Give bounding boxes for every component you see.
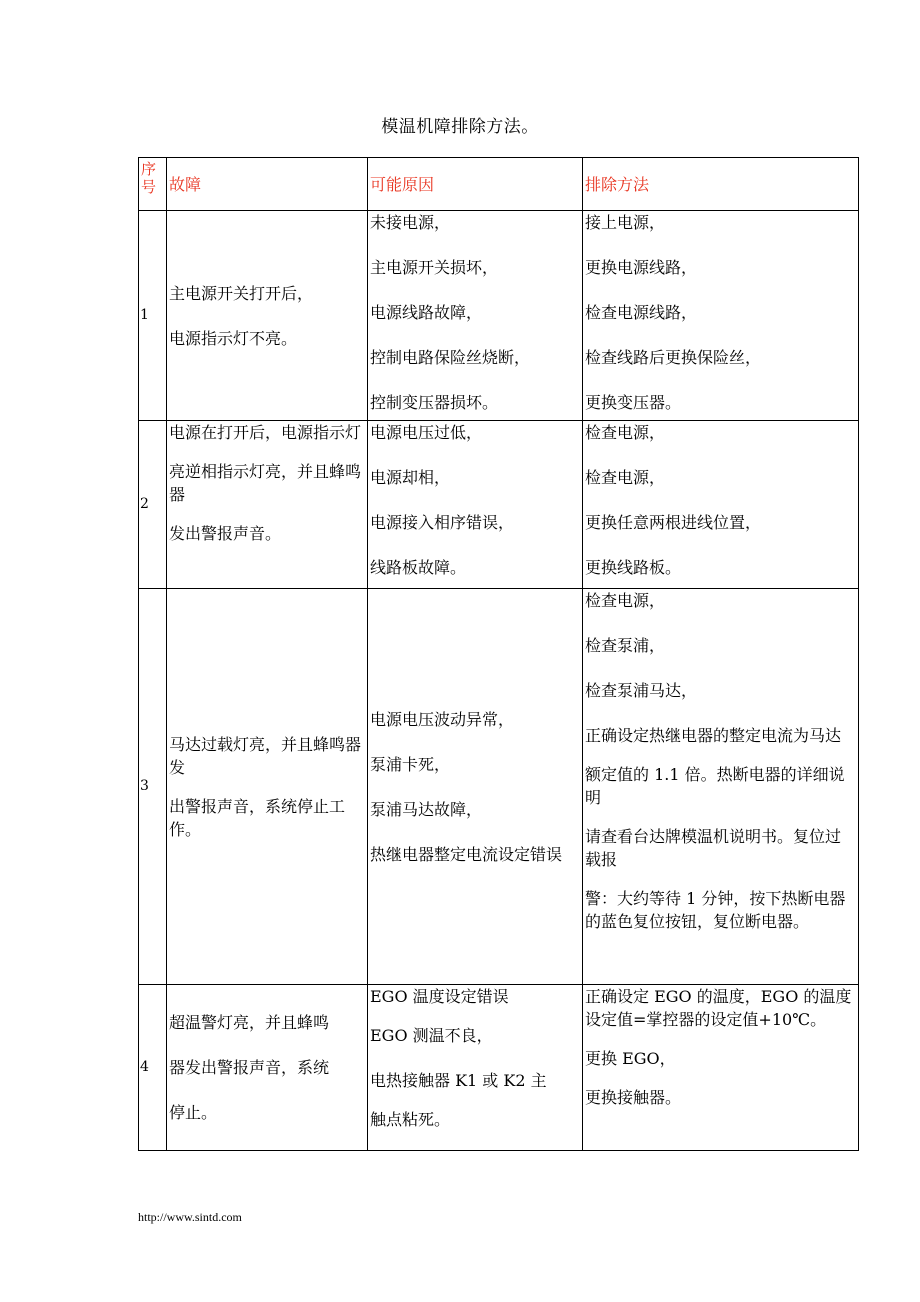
cause-line: EGO 温度设定错误 bbox=[370, 987, 509, 1006]
cause-line: 电源接入相序错误， bbox=[370, 513, 515, 532]
cause-line: 泵浦马达故障， bbox=[370, 799, 483, 819]
solution-line: 检查电源线路， bbox=[585, 303, 698, 322]
row-number: 3 bbox=[139, 589, 167, 985]
cause-line: 泵浦卡死， bbox=[370, 754, 451, 774]
cause-line: 线路板故障。 bbox=[370, 558, 467, 577]
solution-cell bbox=[583, 211, 859, 421]
solution-line: 请查看台达牌模温机说明书。复位过载报 bbox=[585, 827, 842, 869]
solution-line: 检查电源， bbox=[585, 468, 666, 487]
solution-line: 检查泵浦马达， bbox=[585, 681, 698, 700]
header-fault: 故障 bbox=[167, 158, 368, 211]
cause-line: 触点粘死。 bbox=[370, 1110, 451, 1129]
fault-line: 亮逆相指示灯亮，并且蜂鸣器 bbox=[169, 462, 362, 504]
row-number: 2 bbox=[139, 421, 167, 589]
fault-line: 主电源开关打开后， bbox=[169, 283, 314, 303]
cause-line: 电源电压波动异常， bbox=[370, 709, 515, 729]
table-row bbox=[139, 421, 859, 589]
fault-line: 器发出警报声音，系统 bbox=[169, 1058, 330, 1077]
fault-cell bbox=[167, 211, 368, 421]
fault-line: 超温警灯亮，并且蜂鸣 bbox=[169, 1013, 330, 1032]
solution-line: 更换任意两根进线位置， bbox=[585, 513, 762, 532]
fault-cell bbox=[167, 421, 368, 589]
fault-cell bbox=[167, 985, 368, 1151]
table-header-row bbox=[139, 158, 859, 211]
cause-line: 主电源开关损坏， bbox=[370, 258, 499, 277]
header-seq: 序号 bbox=[139, 158, 167, 211]
page-title: 模温机障排除方法。 bbox=[381, 117, 539, 137]
footer-url: http://www.sintd.com bbox=[138, 1210, 242, 1224]
solution-line: 更换线路板。 bbox=[585, 558, 682, 577]
cause-line: 电热接触器 K1 或 K2 主 bbox=[370, 1071, 547, 1090]
cause-line: 电源电压过低， bbox=[370, 423, 483, 442]
cause-cell bbox=[368, 985, 583, 1151]
troubleshooting-table bbox=[138, 157, 859, 1151]
cause-line: 控制电路保险丝烧断， bbox=[370, 348, 531, 367]
header-cause: 可能原因 bbox=[368, 158, 583, 211]
solution-line: 检查电源， bbox=[585, 591, 666, 610]
solution-line: 更换变压器。 bbox=[585, 393, 682, 412]
solution-line: 正确设定 EGO 的温度，EGO 的温度设定值=掌控器的设定值+10℃。 bbox=[585, 987, 852, 1029]
solution-line: 更换接触器。 bbox=[585, 1088, 682, 1107]
table-row bbox=[139, 211, 859, 421]
fault-line: 发出警报声音。 bbox=[169, 524, 282, 543]
cause-line: 电源线路故障， bbox=[370, 303, 483, 322]
solution-line: 检查泵浦， bbox=[585, 636, 666, 655]
table-row bbox=[139, 985, 859, 1151]
fault-line: 电源指示灯不亮。 bbox=[169, 328, 298, 348]
solution-line: 更换电源线路， bbox=[585, 258, 698, 277]
solution-cell bbox=[583, 985, 859, 1151]
solution-line: 警：大约等待 1 分钟，按下热断电器的蓝色复位按钮，复位断电器。 bbox=[585, 889, 846, 931]
cause-line: 热继电器整定电流设定错误 bbox=[370, 844, 563, 864]
fault-line: 马达过载灯亮，并且蜂鸣器发 bbox=[169, 734, 362, 777]
solution-line: 检查电源， bbox=[585, 423, 666, 442]
cause-cell bbox=[368, 421, 583, 589]
solution-cell bbox=[583, 421, 859, 589]
cause-cell bbox=[368, 211, 583, 421]
table-row bbox=[139, 589, 859, 985]
fault-line: 出警报声音，系统停止工作。 bbox=[169, 796, 346, 839]
fault-cell bbox=[167, 589, 368, 985]
solution-line: 检查线路后更换保险丝， bbox=[585, 348, 762, 367]
cause-line: 未接电源， bbox=[370, 213, 451, 232]
solution-line: 接上电源， bbox=[585, 213, 666, 232]
header-solution: 排除方法 bbox=[583, 158, 859, 211]
row-number: 1 bbox=[139, 211, 167, 421]
cause-line: 控制变压器损坏。 bbox=[370, 393, 499, 412]
solution-cell bbox=[583, 589, 859, 985]
solution-line: 更换 EGO， bbox=[585, 1049, 676, 1068]
row-number: 4 bbox=[139, 985, 167, 1151]
cause-line: EGO 测温不良， bbox=[370, 1026, 493, 1045]
solution-line: 正确设定热继电器的整定电流为马达 bbox=[585, 726, 842, 745]
fault-line: 停止。 bbox=[169, 1103, 218, 1122]
fault-line: 电源在打开后，电源指示灯 bbox=[169, 423, 362, 442]
cause-line: 电源却相， bbox=[370, 468, 451, 487]
solution-line: 额定值的 1.1 倍。热断电器的详细说明 bbox=[585, 765, 845, 807]
cause-cell bbox=[368, 589, 583, 985]
